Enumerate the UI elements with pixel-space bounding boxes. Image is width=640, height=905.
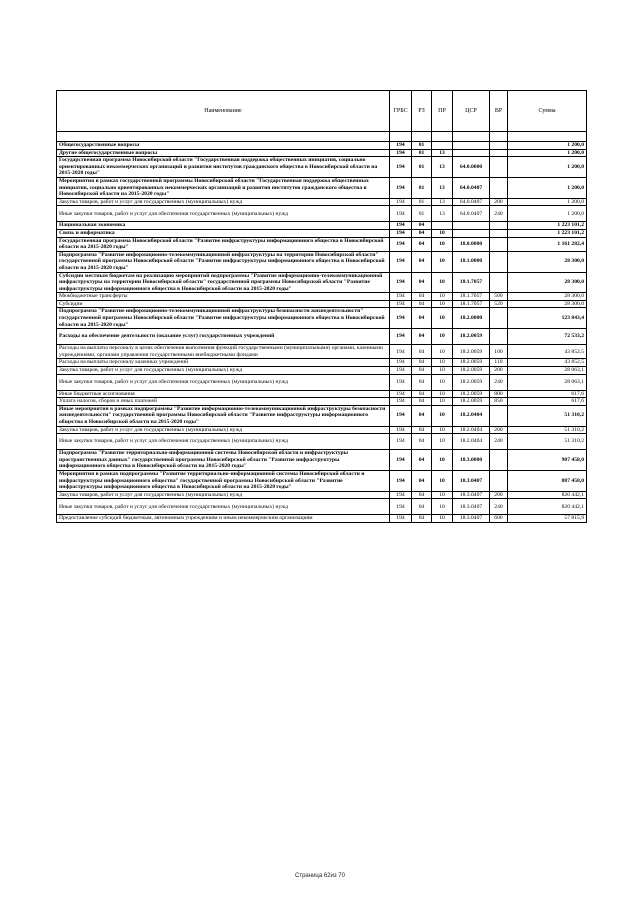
cell-name: Иные закупки товаров, работ и услуг для обеспечения государственных (муниципальных) нужд <box>57 434 390 450</box>
cell-pr: 10 <box>432 390 453 398</box>
cell-sum: 51 310,2 <box>508 434 587 450</box>
cell-grbs: 194 <box>390 272 412 293</box>
cell-pr: 10 <box>432 229 453 237</box>
cell-vr <box>490 450 508 471</box>
cell-grbs: 194 <box>390 405 412 426</box>
cell-pr <box>432 142 453 150</box>
cell-grbs: 194 <box>390 434 412 450</box>
cell-grbs: 194 <box>390 206 412 222</box>
cell-rz: 04 <box>412 426 432 434</box>
cell-pr: 10 <box>432 515 453 523</box>
cell-grbs: 194 <box>390 300 412 308</box>
cell-sum: 28 300,0 <box>508 300 587 308</box>
cell-csr: 18.3.0407 <box>453 491 490 499</box>
cell-vr: 200 <box>490 426 508 434</box>
cell-sum: 1 200,0 <box>508 157 587 178</box>
cell-csr: 18.1.7057 <box>453 293 490 301</box>
cell-grbs: 194 <box>390 515 412 523</box>
cell-grbs: 194 <box>390 237 412 251</box>
table-row <box>57 499 587 515</box>
cell-sum: 28 063,1 <box>508 374 587 390</box>
header-vr: ВР <box>490 91 508 132</box>
table-row <box>57 434 587 450</box>
cell-rz: 04 <box>412 491 432 499</box>
cell-csr: 18.0.0000 <box>453 237 490 251</box>
cell-vr: 800 <box>490 390 508 398</box>
cell-sum: 123 843,4 <box>508 308 587 329</box>
cell-vr <box>490 308 508 329</box>
cell-grbs: 194 <box>390 142 412 150</box>
cell-rz: 04 <box>412 470 432 491</box>
cell-rz: 01 <box>412 206 432 222</box>
table-spacer-row <box>57 132 587 142</box>
cell-rz: 04 <box>412 367 432 375</box>
cell-csr: 64.0.0407 <box>453 206 490 222</box>
cell-grbs: 194 <box>390 374 412 390</box>
cell-pr: 10 <box>432 329 453 345</box>
cell-pr: 10 <box>432 367 453 375</box>
cell-pr: 13 <box>432 149 453 157</box>
cell-rz: 04 <box>412 390 432 398</box>
cell-name: Государственная программа Новосибирской области "Развитие инфраструктуры информационного общества в Новосибирской области на 2015-2020 годы" <box>57 237 390 251</box>
cell-vr: 500 <box>490 293 508 301</box>
cell-rz: 04 <box>412 329 432 345</box>
cell-vr <box>490 251 508 272</box>
cell-vr <box>490 229 508 237</box>
cell-csr: 64.0.0000 <box>453 157 490 178</box>
table-row <box>57 142 587 150</box>
header-rz: РЗ <box>412 91 432 132</box>
cell-pr: 13 <box>432 177 453 198</box>
cell-pr <box>432 222 453 230</box>
cell-rz: 04 <box>412 251 432 272</box>
cell-pr: 13 <box>432 157 453 178</box>
cell-grbs: 194 <box>390 345 412 359</box>
cell-vr: 240 <box>490 206 508 222</box>
cell-vr <box>490 142 508 150</box>
cell-grbs: 194 <box>390 499 412 515</box>
cell-sum: 1 200,0 <box>508 198 587 206</box>
cell-name: Субсидии местным бюджетам на реализацию мероприятий подпрограммы "Развитие информационно-телекоммуникационной инфраструктуры на территории Новосибирской области" государственной программы Новосибирской области "Развитие инфраструктуры информационного общества в Новосибирской области на 2015-2020 годы" <box>57 272 390 293</box>
header-csr: ЦСР <box>453 91 490 132</box>
table-row <box>57 390 587 398</box>
cell-pr: 13 <box>432 206 453 222</box>
cell-csr <box>453 142 490 150</box>
cell-csr: 18.2.0000 <box>453 308 490 329</box>
cell-csr: 18.2.0059 <box>453 367 490 375</box>
table-header-row <box>57 91 587 132</box>
cell-vr <box>490 470 508 491</box>
cell-pr: 10 <box>432 293 453 301</box>
cell-name: Иные закупки товаров, работ и услуг для обеспечения государственных (муниципальных) нужд <box>57 374 390 390</box>
table-row <box>57 398 587 406</box>
cell-name: Государственная программа Новосибирской области "Государственная поддержка общественных инициатив, социально ориентированных некоммерческих организаций и развития институтов гражданского общества в Новосибирской области на 2015-2020 годы" <box>57 157 390 178</box>
cell-grbs: 194 <box>390 398 412 406</box>
cell-csr: 18.3.0407 <box>453 470 490 491</box>
cell-csr: 18.2.0059 <box>453 374 490 390</box>
cell-sum: 1 200,0 <box>508 206 587 222</box>
table-row <box>57 515 587 523</box>
table-row <box>57 374 587 390</box>
cell-csr: 18.2.0404 <box>453 434 490 450</box>
cell-vr: 200 <box>490 198 508 206</box>
table-row <box>57 308 587 329</box>
cell-name: Подпрограмма "Развитие информационно-телекоммуникационной инфраструктуры безопасности жизнедеятельности" государственной программы Новосибирской области "Развитие инфраструктуры информационного общества в Новосибирской области на 2015-2020 годы" <box>57 308 390 329</box>
cell-vr: 600 <box>490 515 508 523</box>
cell-rz: 04 <box>412 499 432 515</box>
cell-name: Подпрограмма "Развитие информационно-телекоммуникационной инфраструктуры на территории Новосибирской области" государственной программы Новосибирской области "Развитие инфраструктуры информационного общества в Новосибирской области на 2015-2020 годы" <box>57 251 390 272</box>
cell-grbs: 194 <box>390 198 412 206</box>
cell-name: Связь и информатика <box>57 229 390 237</box>
table-row <box>57 251 587 272</box>
cell-csr: 64.0.0407 <box>453 177 490 198</box>
cell-pr: 10 <box>432 398 453 406</box>
cell-grbs: 194 <box>390 359 412 367</box>
table-row <box>57 229 587 237</box>
cell-sum: 1 200,0 <box>508 142 587 150</box>
cell-rz: 04 <box>412 359 432 367</box>
cell-name: Мероприятия в рамках государственной программы Новосибирской области "Государственная поддержка общественных инициатив, социально ориентированных некоммерческих организаций и развития институтов гражданского общества в Новосибирской области на 2015-2020 годы" <box>57 177 390 198</box>
cell-csr: 18.2.0059 <box>453 359 490 367</box>
cell-name: Уплата налогов, сборов и иных платежей <box>57 398 390 406</box>
cell-csr: 18.3.0407 <box>453 515 490 523</box>
cell-grbs: 194 <box>390 450 412 471</box>
cell-sum: 907 458,0 <box>508 450 587 471</box>
cell-vr <box>490 177 508 198</box>
cell-grbs: 194 <box>390 229 412 237</box>
cell-csr: 18.2.0059 <box>453 398 490 406</box>
cell-sum: 1 223 101,2 <box>508 222 587 230</box>
cell-grbs: 194 <box>390 149 412 157</box>
table-row <box>57 367 587 375</box>
cell-sum: 1 161 282,4 <box>508 237 587 251</box>
table-row <box>57 177 587 198</box>
cell-grbs: 194 <box>390 390 412 398</box>
cell-sum: 51 310,2 <box>508 426 587 434</box>
cell-vr <box>490 237 508 251</box>
cell-sum: 1 200,0 <box>508 149 587 157</box>
cell-vr <box>490 329 508 345</box>
cell-vr <box>490 405 508 426</box>
table-row <box>57 198 587 206</box>
cell-name: Иные мероприятия в рамках подпрограммы "Развитие информационно-телекоммуникационной инфраструктуры безопасности жизнедеятельности" государственной программы Новосибирской области "Развитие инфраструктуры информационного общества в Новосибирской области на 2015-2020 годы" <box>57 405 390 426</box>
cell-grbs: 194 <box>390 308 412 329</box>
cell-pr: 10 <box>432 426 453 434</box>
cell-rz: 01 <box>412 142 432 150</box>
cell-vr: 240 <box>490 499 508 515</box>
page-number: Страница 62из 70 <box>295 873 345 879</box>
cell-rz: 04 <box>412 272 432 293</box>
cell-grbs: 194 <box>390 367 412 375</box>
cell-sum: 51 310,2 <box>508 405 587 426</box>
cell-name: Межбюджетные трансферты <box>57 293 390 301</box>
table-row <box>57 470 587 491</box>
table-row <box>57 329 587 345</box>
cell-csr: 18.1.7057 <box>453 272 490 293</box>
cell-rz: 01 <box>412 177 432 198</box>
cell-sum: 28 300,0 <box>508 272 587 293</box>
budget-table <box>56 90 587 523</box>
cell-rz: 04 <box>412 450 432 471</box>
cell-rz: 04 <box>412 398 432 406</box>
cell-rz: 04 <box>412 237 432 251</box>
cell-csr: 18.3.0407 <box>453 499 490 515</box>
cell-name: Субсидии <box>57 300 390 308</box>
cell-grbs: 194 <box>390 293 412 301</box>
table-row <box>57 405 587 426</box>
cell-csr <box>453 229 490 237</box>
cell-rz: 04 <box>412 229 432 237</box>
cell-vr <box>490 222 508 230</box>
cell-grbs: 194 <box>390 177 412 198</box>
cell-name: Расходы на обеспечение деятельности (оказание услуг) государственных учреждений <box>57 329 390 345</box>
cell-rz: 01 <box>412 149 432 157</box>
cell-grbs: 194 <box>390 329 412 345</box>
cell-csr: 18.2.0404 <box>453 426 490 434</box>
table-row <box>57 426 587 434</box>
cell-rz: 01 <box>412 157 432 178</box>
cell-pr: 10 <box>432 359 453 367</box>
header-sum: Сумма <box>508 91 587 132</box>
table-row <box>57 359 587 367</box>
cell-csr: 18.3.0000 <box>453 450 490 471</box>
table-row <box>57 157 587 178</box>
cell-name: Подпрограмма "Развитие территориально-информационной системы Новосибирской области и инфраструктуры пространственных данных" государственной программы Новосибирской области "Развитие инфраструктуры информационного общества в Новосибирской области на 2015-2020 годы" <box>57 450 390 471</box>
cell-name: Закупка товаров, работ и услуг для государственных (муниципальных) нужд <box>57 198 390 206</box>
header-pr: ПР <box>432 91 453 132</box>
cell-csr: 18.2.0059 <box>453 345 490 359</box>
cell-name: Расходы на выплаты персоналу казенных учреждений <box>57 359 390 367</box>
cell-vr: 520 <box>490 300 508 308</box>
cell-grbs: 194 <box>390 222 412 230</box>
table-row <box>57 237 587 251</box>
cell-pr: 10 <box>432 374 453 390</box>
cell-grbs: 194 <box>390 251 412 272</box>
cell-sum: 28 063,1 <box>508 367 587 375</box>
cell-sum: 57 815,9 <box>508 515 587 523</box>
cell-name: Иные бюджетные ассигнования <box>57 390 390 398</box>
cell-vr: 850 <box>490 398 508 406</box>
cell-name: Закупка товаров, работ и услуг для государственных (муниципальных) нужд <box>57 491 390 499</box>
cell-pr: 10 <box>432 251 453 272</box>
cell-sum: 1 223 101,2 <box>508 229 587 237</box>
table-row <box>57 149 587 157</box>
cell-sum: 617,6 <box>508 398 587 406</box>
cell-vr: 100 <box>490 345 508 359</box>
cell-csr: 64.0.0407 <box>453 198 490 206</box>
table-row <box>57 345 587 359</box>
cell-pr: 10 <box>432 308 453 329</box>
cell-name: Другие общегосударственные вопросы <box>57 149 390 157</box>
table-body <box>57 132 587 523</box>
cell-pr: 10 <box>432 300 453 308</box>
cell-vr: 110 <box>490 359 508 367</box>
cell-csr: 18.2.0404 <box>453 405 490 426</box>
cell-grbs: 194 <box>390 426 412 434</box>
header-name: Наименование <box>57 91 390 132</box>
cell-pr: 10 <box>432 470 453 491</box>
cell-csr <box>453 222 490 230</box>
cell-rz: 04 <box>412 222 432 230</box>
cell-sum: 72 533,2 <box>508 329 587 345</box>
cell-rz: 04 <box>412 300 432 308</box>
table-row <box>57 300 587 308</box>
cell-csr: 18.1.7057 <box>453 300 490 308</box>
cell-pr: 10 <box>432 434 453 450</box>
cell-grbs: 194 <box>390 157 412 178</box>
cell-name: Расходы на выплаты персоналу в целях обеспечения выполнения функций государственными (муниципальными) органами, казенными учреждениями, органами управления государственными внебюджетными фондами <box>57 345 390 359</box>
cell-csr: 18.1.0000 <box>453 251 490 272</box>
cell-name: Мероприятия в рамках подпрограммы "Развитие территориально-информационной системы Новосибирской области и инфраструктуры информационного общества" государственной программы Новосибирской области "Развитие инфраструктуры информационного общества в Новосибирской области на 2015-2020 годы" <box>57 470 390 491</box>
cell-pr: 10 <box>432 491 453 499</box>
cell-pr: 13 <box>432 198 453 206</box>
cell-sum: 820 442,1 <box>508 491 587 499</box>
table-row <box>57 450 587 471</box>
cell-vr <box>490 149 508 157</box>
cell-sum: 28 300,0 <box>508 293 587 301</box>
cell-vr: 240 <box>490 434 508 450</box>
cell-sum: 43 852,5 <box>508 359 587 367</box>
cell-pr: 10 <box>432 345 453 359</box>
cell-pr: 10 <box>432 272 453 293</box>
header-grbs: ГРБС <box>390 91 412 132</box>
cell-sum: 43 852,5 <box>508 345 587 359</box>
cell-name: Общегосударственные вопросы <box>57 142 390 150</box>
cell-pr: 10 <box>432 237 453 251</box>
cell-csr <box>453 149 490 157</box>
cell-rz: 04 <box>412 515 432 523</box>
table-row <box>57 222 587 230</box>
cell-sum: 617,6 <box>508 390 587 398</box>
cell-vr <box>490 157 508 178</box>
cell-vr <box>490 272 508 293</box>
cell-rz: 04 <box>412 405 432 426</box>
cell-sum: 28 300,0 <box>508 251 587 272</box>
cell-name: Закупка товаров, работ и услуг для государственных (муниципальных) нужд <box>57 367 390 375</box>
cell-sum: 820 442,1 <box>508 499 587 515</box>
cell-name: Национальная экономика <box>57 222 390 230</box>
table-row <box>57 206 587 222</box>
cell-sum: 887 458,0 <box>508 470 587 491</box>
cell-rz: 01 <box>412 198 432 206</box>
table-row <box>57 491 587 499</box>
cell-name: Закупка товаров, работ и услуг для государственных (муниципальных) нужд <box>57 426 390 434</box>
cell-rz: 04 <box>412 434 432 450</box>
cell-grbs: 194 <box>390 470 412 491</box>
cell-csr: 18.2.0059 <box>453 329 490 345</box>
cell-vr: 200 <box>490 491 508 499</box>
table-row <box>57 272 587 293</box>
cell-pr: 10 <box>432 405 453 426</box>
cell-vr: 240 <box>490 374 508 390</box>
cell-rz: 04 <box>412 345 432 359</box>
cell-rz: 04 <box>412 308 432 329</box>
cell-pr: 10 <box>432 450 453 471</box>
cell-pr: 10 <box>432 499 453 515</box>
cell-vr: 200 <box>490 367 508 375</box>
cell-rz: 04 <box>412 374 432 390</box>
cell-name: Предоставление субсидий бюджетным, автономным учреждениям и иным некоммерческим организациям <box>57 515 390 523</box>
cell-name: Иные закупки товаров, работ и услуг для обеспечения государственных (муниципальных) нужд <box>57 499 390 515</box>
cell-csr: 18.2.0059 <box>453 390 490 398</box>
table-row <box>57 293 587 301</box>
cell-grbs: 194 <box>390 491 412 499</box>
cell-name: Иные закупки товаров, работ и услуг для обеспечения государственных (муниципальных) нужд <box>57 206 390 222</box>
cell-rz: 04 <box>412 293 432 301</box>
cell-sum: 1 200,0 <box>508 177 587 198</box>
